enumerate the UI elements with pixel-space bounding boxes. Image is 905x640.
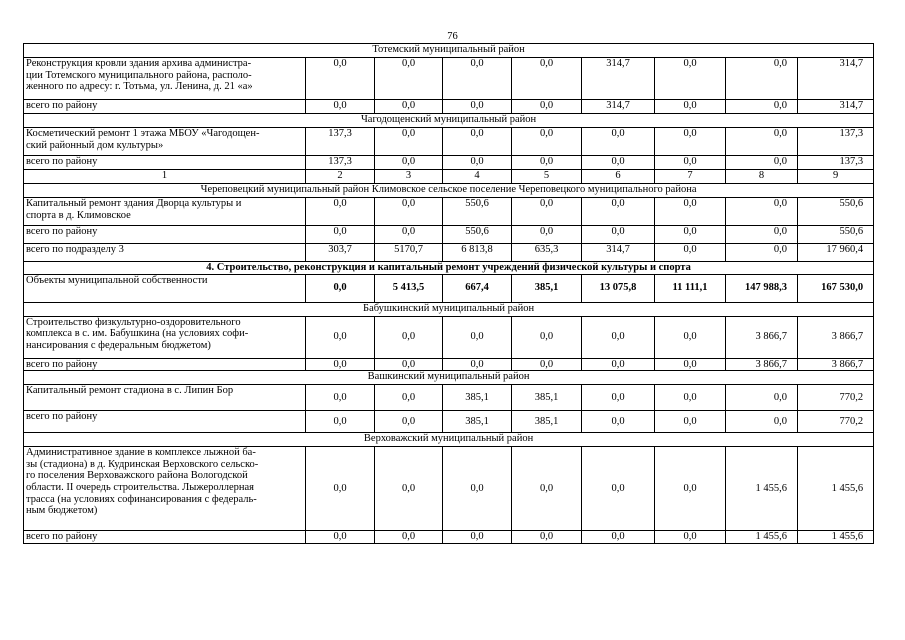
- cherepovets-row-value-8: 0,0: [726, 198, 798, 226]
- verkhovazhye-total-row-desc: всего по району: [24, 531, 306, 544]
- chagoda-row-value-9: 137,3: [798, 128, 874, 156]
- column-number: 4: [443, 170, 512, 184]
- verkhovazhye-row-value-3: 0,0: [375, 447, 443, 531]
- chagoda-row-value-2: 137,3: [306, 128, 375, 156]
- babushkino-total-row-value-3: 0,0: [375, 358, 443, 371]
- vashki-row-value-4: 385,1: [443, 385, 512, 411]
- subsection3-total-row: [24, 244, 874, 262]
- verkhovazhye-total-row-value-9: 1 455,6: [798, 531, 874, 544]
- section4-municipal-row-value-3: 5 413,5: [375, 274, 443, 302]
- totma-row-value-5: 0,0: [512, 58, 582, 100]
- column-numbers-row: [24, 170, 874, 184]
- section4-municipal-row-value-2: 0,0: [306, 274, 375, 302]
- chagoda-header: Чагодощенский муниципальный район: [24, 114, 874, 128]
- subsection3-total-row-value-6: 314,7: [582, 244, 655, 262]
- cherepovets-total-row-value-6: 0,0: [582, 226, 655, 244]
- vashki-total-row-value-8: 0,0: [726, 411, 798, 433]
- vashki-total-row-value-7: 0,0: [655, 411, 726, 433]
- verkhovazhye-total-row-value-8: 1 455,6: [726, 531, 798, 544]
- babushkino-header-row: [24, 302, 874, 316]
- vashki-header-row: [24, 371, 874, 385]
- totma-header: Тотемский муниципальный район: [24, 44, 874, 58]
- verkhovazhye-total-row: [24, 531, 874, 544]
- babushkino-total-row-desc: всего по району: [24, 358, 306, 371]
- totma-row-value-8: 0,0: [726, 58, 798, 100]
- vashki-row-value-8: 0,0: [726, 385, 798, 411]
- section4-municipal-row-value-4: 667,4: [443, 274, 512, 302]
- cherepovets-total-row-value-2: 0,0: [306, 226, 375, 244]
- totma-header-row: [24, 44, 874, 58]
- totma-total-row-value-2: 0,0: [306, 100, 375, 114]
- chagoda-row-desc: Косметический ремонт 1 этажа МБОУ «Чагодощен- ский районный дом культуры»: [24, 128, 306, 156]
- totma-total-row-desc: всего по району: [24, 100, 306, 114]
- vashki-total-row: [24, 411, 874, 433]
- cherepovets-row-value-7: 0,0: [655, 198, 726, 226]
- subsection3-total-row-value-2: 303,7: [306, 244, 375, 262]
- chagoda-row-value-7: 0,0: [655, 128, 726, 156]
- vashki-total-row-value-5: 385,1: [512, 411, 582, 433]
- subsection3-total-row-value-3: 5170,7: [375, 244, 443, 262]
- cherepovets-total-row-value-7: 0,0: [655, 226, 726, 244]
- cherepovets-row-value-3: 0,0: [375, 198, 443, 226]
- vashki-row-value-7: 0,0: [655, 385, 726, 411]
- totma-row-value-7: 0,0: [655, 58, 726, 100]
- totma-total-row-value-9: 314,7: [798, 100, 874, 114]
- vashki-row-value-6: 0,0: [582, 385, 655, 411]
- column-number: 8: [726, 170, 798, 184]
- page-number: 76: [447, 31, 458, 42]
- babushkino-total-row-value-2: 0,0: [306, 358, 375, 371]
- chagoda-total-row-value-8: 0,0: [726, 156, 798, 170]
- verkhovazhye-row-value-2: 0,0: [306, 447, 375, 531]
- babushkino-row-desc: Строительство физкультурно-оздоровительного комплекса в с. им. Бабушкина (на условиях софи- нансирования с федеральным бюджетом): [24, 316, 306, 358]
- column-number: 6: [582, 170, 655, 184]
- vashki-row-value-3: 0,0: [375, 385, 443, 411]
- subsection3-total-row-value-9: 17 960,4: [798, 244, 874, 262]
- babushkino-row-value-8: 3 866,7: [726, 316, 798, 358]
- babushkino-total-row-value-7: 0,0: [655, 358, 726, 371]
- column-number: 2: [306, 170, 375, 184]
- verkhovazhye-row: [24, 447, 874, 531]
- chagoda-total-row-value-5: 0,0: [512, 156, 582, 170]
- chagoda-total-row: [24, 156, 874, 170]
- cherepovets-row-value-2: 0,0: [306, 198, 375, 226]
- section4-header: 4. Строительство, реконструкция и капитальный ремонт учреждений физической культуры и спорта: [24, 262, 874, 275]
- vashki-total-row-value-3: 0,0: [375, 411, 443, 433]
- babushkino-total-row-value-6: 0,0: [582, 358, 655, 371]
- vashki-row: [24, 385, 874, 411]
- cherepovets-total-row-value-8: 0,0: [726, 226, 798, 244]
- totma-row-value-2: 0,0: [306, 58, 375, 100]
- subsection3-total-row-value-4: 6 813,8: [443, 244, 512, 262]
- totma-row-desc: Реконструкция кровли здания архива администра- ции Тотемского муниципального района, располо- женного по адресу: г. Тотьма, ул. Ленина, д. 21 «а»: [24, 58, 306, 100]
- chagoda-total-row-value-9: 137,3: [798, 156, 874, 170]
- verkhovazhye-row-value-6: 0,0: [582, 447, 655, 531]
- totma-total-row: [24, 100, 874, 114]
- section4-header-row: [24, 262, 874, 275]
- cherepovets-total-row: [24, 226, 874, 244]
- subsection3-total-row-value-5: 635,3: [512, 244, 582, 262]
- chagoda-row-value-4: 0,0: [443, 128, 512, 156]
- cherepovets-total-row-desc: всего по району: [24, 226, 306, 244]
- verkhovazhye-total-row-value-2: 0,0: [306, 531, 375, 544]
- verkhovazhye-row-value-7: 0,0: [655, 447, 726, 531]
- totma-total-row-value-5: 0,0: [512, 100, 582, 114]
- chagoda-total-row-value-2: 137,3: [306, 156, 375, 170]
- verkhovazhye-row-value-5: 0,0: [512, 447, 582, 531]
- totma-total-row-value-8: 0,0: [726, 100, 798, 114]
- vashki-total-row-value-4: 385,1: [443, 411, 512, 433]
- verkhovazhye-header: Верховажский муниципальный район: [24, 433, 874, 447]
- budget-table: [23, 43, 874, 544]
- vashki-row-value-5: 385,1: [512, 385, 582, 411]
- section4-municipal-row-value-9: 167 530,0: [798, 274, 874, 302]
- chagoda-total-row-desc: всего по району: [24, 156, 306, 170]
- cherepovets-total-row-value-4: 550,6: [443, 226, 512, 244]
- verkhovazhye-header-row: [24, 433, 874, 447]
- column-number: 3: [375, 170, 443, 184]
- vashki-header: Вашкинский муниципальный район: [24, 371, 874, 385]
- totma-row-value-4: 0,0: [443, 58, 512, 100]
- verkhovazhye-row-value-8: 1 455,6: [726, 447, 798, 531]
- cherepovets-header-row: [24, 184, 874, 198]
- chagoda-header-row: [24, 114, 874, 128]
- babushkino-total-row-value-9: 3 866,7: [798, 358, 874, 371]
- babushkino-row-value-5: 0,0: [512, 316, 582, 358]
- cherepovets-total-row-value-9: 550,6: [798, 226, 874, 244]
- vashki-total-row-value-2: 0,0: [306, 411, 375, 433]
- vashki-row-value-9: 770,2: [798, 385, 874, 411]
- cherepovets-total-row-value-3: 0,0: [375, 226, 443, 244]
- chagoda-row: [24, 128, 874, 156]
- babushkino-total-row-value-8: 3 866,7: [726, 358, 798, 371]
- column-number: 5: [512, 170, 582, 184]
- verkhovazhye-row-desc: Административное здание в комплексе лыжной ба- зы (стадиона) в д. Кудринская Верховского сельско- го поселения Верховажского района Вологодской области. II очередь строительства. Лыжероллерная трасса (на условиях софинансирования с федераль- ным бюджетом): [24, 447, 306, 531]
- chagoda-row-value-6: 0,0: [582, 128, 655, 156]
- totma-row-value-3: 0,0: [375, 58, 443, 100]
- babushkino-total-row-value-5: 0,0: [512, 358, 582, 371]
- section4-municipal-row-value-8: 147 988,3: [726, 274, 798, 302]
- chagoda-row-value-3: 0,0: [375, 128, 443, 156]
- babushkino-header: Бабушкинский муниципальный район: [24, 302, 874, 316]
- chagoda-total-row-value-7: 0,0: [655, 156, 726, 170]
- section4-municipal-row-value-7: 11 111,1: [655, 274, 726, 302]
- verkhovazhye-total-row-value-5: 0,0: [512, 531, 582, 544]
- totma-row-value-9: 314,7: [798, 58, 874, 100]
- cherepovets-row-value-5: 0,0: [512, 198, 582, 226]
- verkhovazhye-total-row-value-3: 0,0: [375, 531, 443, 544]
- babushkino-row-value-4: 0,0: [443, 316, 512, 358]
- babushkino-row-value-6: 0,0: [582, 316, 655, 358]
- vashki-total-row-value-6: 0,0: [582, 411, 655, 433]
- totma-row-value-6: 314,7: [582, 58, 655, 100]
- vashki-total-row-value-9: 770,2: [798, 411, 874, 433]
- babushkino-row-value-9: 3 866,7: [798, 316, 874, 358]
- babushkino-row: [24, 316, 874, 358]
- chagoda-row-value-8: 0,0: [726, 128, 798, 156]
- totma-total-row-value-7: 0,0: [655, 100, 726, 114]
- cherepovets-total-row-value-5: 0,0: [512, 226, 582, 244]
- section4-municipal-row-desc: Объекты муниципальной собственности: [24, 274, 306, 302]
- subsection3-total-row-value-7: 0,0: [655, 244, 726, 262]
- chagoda-total-row-value-3: 0,0: [375, 156, 443, 170]
- verkhovazhye-total-row-value-6: 0,0: [582, 531, 655, 544]
- totma-total-row-value-6: 314,7: [582, 100, 655, 114]
- totma-total-row-value-4: 0,0: [443, 100, 512, 114]
- section4-municipal-row: [24, 274, 874, 302]
- column-number: 7: [655, 170, 726, 184]
- chagoda-row-value-5: 0,0: [512, 128, 582, 156]
- verkhovazhye-total-row-value-7: 0,0: [655, 531, 726, 544]
- babushkino-row-value-7: 0,0: [655, 316, 726, 358]
- babushkino-row-value-2: 0,0: [306, 316, 375, 358]
- section4-municipal-row-value-6: 13 075,8: [582, 274, 655, 302]
- subsection3-total-row-value-8: 0,0: [726, 244, 798, 262]
- cherepovets-row: [24, 198, 874, 226]
- verkhovazhye-total-row-value-4: 0,0: [443, 531, 512, 544]
- subsection3-total-row-desc: всего по подразделу 3: [24, 244, 306, 262]
- vashki-row-desc: Капитальный ремонт стадиона в с. Липин Бор: [24, 385, 306, 411]
- vashki-row-value-2: 0,0: [306, 385, 375, 411]
- chagoda-total-row-value-4: 0,0: [443, 156, 512, 170]
- column-number: 9: [798, 170, 874, 184]
- totma-row: [24, 58, 874, 100]
- babushkino-total-row: [24, 358, 874, 371]
- cherepovets-row-value-4: 550,6: [443, 198, 512, 226]
- section4-municipal-row-value-5: 385,1: [512, 274, 582, 302]
- chagoda-total-row-value-6: 0,0: [582, 156, 655, 170]
- babushkino-total-row-value-4: 0,0: [443, 358, 512, 371]
- vashki-total-row-desc: всего по району: [24, 411, 306, 433]
- totma-total-row-value-3: 0,0: [375, 100, 443, 114]
- verkhovazhye-row-value-4: 0,0: [443, 447, 512, 531]
- cherepovets-row-desc: Капитальный ремонт здания Дворца культуры и спорта в д. Климовское: [24, 198, 306, 226]
- column-number: 1: [24, 170, 306, 184]
- babushkino-row-value-3: 0,0: [375, 316, 443, 358]
- verkhovazhye-row-value-9: 1 455,6: [798, 447, 874, 531]
- cherepovets-row-value-9: 550,6: [798, 198, 874, 226]
- cherepovets-header: Череповецкий муниципальный район Климовское сельское поселение Череповецкого муниципального района: [24, 184, 874, 198]
- cherepovets-row-value-6: 0,0: [582, 198, 655, 226]
